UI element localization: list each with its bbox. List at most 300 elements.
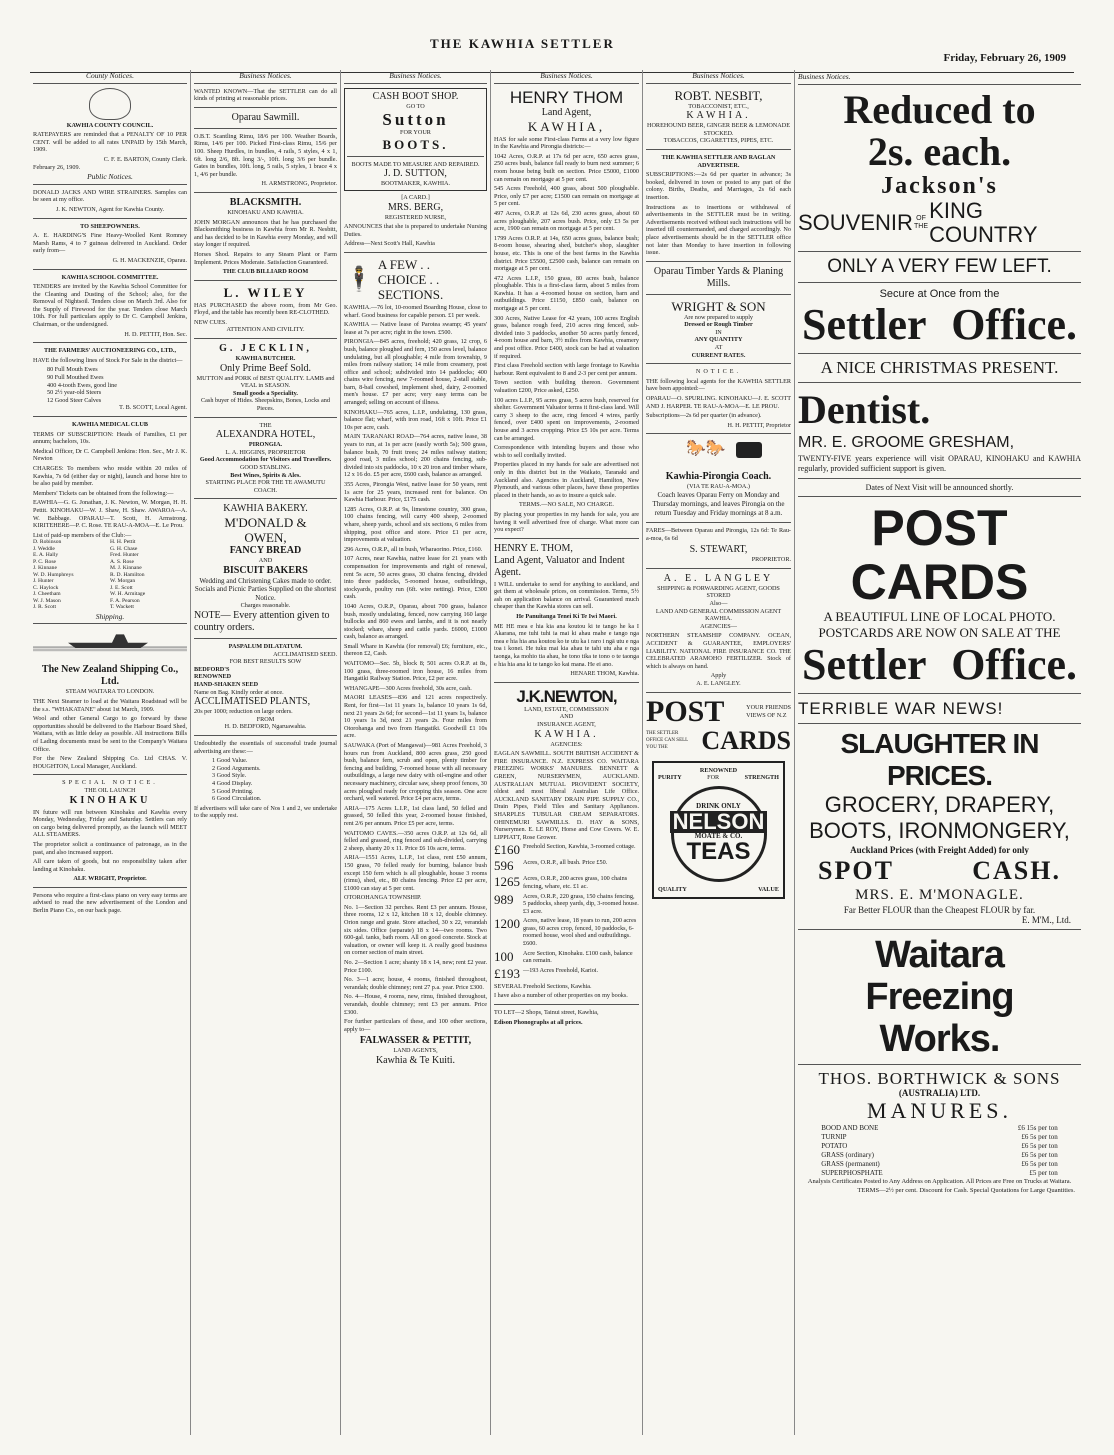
listing-item: First class Freehold section with large frontage to Kawhia harbour. Rent equivalent to 8 and 2-3 per cent per annum.: [494, 362, 639, 377]
steam-notice: THE Next Steamer to load at the Waitara Roadstead will be the s.s. "WHAKATANE" about 1st March, 1909.: [33, 698, 187, 713]
launch-notice-2: The proprietor solicit a continuance of patronage, as in the past, and also increased support.: [33, 840, 187, 856]
listing-price: £193: [494, 965, 520, 981]
postcards-office: THE SETTLER OFFICE CAN SELL YOU THE: [646, 731, 689, 750]
list-item: W. D. Humphreys: [33, 571, 74, 578]
grocery-line: GROCERY, DRAPERY,: [824, 792, 1055, 817]
falwasser-title: LAND AGENTS,: [393, 1047, 438, 1055]
plants-from: FROM: [256, 715, 275, 723]
rates-notice: RATEPAYERS are reminded that a PENALTY OF 10 PER CENT. will be added to all rates UNPAID by 15th March, 1909.: [33, 131, 187, 154]
card-label: [A CARD.]: [401, 193, 430, 201]
settler-word-2: Settler: [802, 640, 927, 689]
thom-location: KAWHIA,: [527, 118, 606, 134]
het-notice: I WILL undertake to send for anything to auckland, and get them at wholesale prices, on commission. Terms, 5½ ash on application balance on arrival. Guaranteed much cheaper than the Kawhia stores can sell.: [494, 580, 639, 611]
listing-item: [494, 893, 639, 916]
listing-item: ARIA—1551 Acres, L.I.P., 1st class, rent £50 annum, 150 grass, 70 felled ready for burning, balance bush except 150 fern which is all ploughable, house 3 rooms (rimu), shed, etc., 80 chains fencing. Price £2 per acre, £1000 can stay at 5 per cent.: [344, 854, 487, 892]
blacksmith-subtitle: KINOHAKU AND KAWHIA.: [227, 208, 304, 216]
listing-item: 355 Acres, Pirongia West, native lease for 50 years, rent 1s acre for 25 years, increased rent for balance. On Kawhia Harbour. Price, £175 cash.: [344, 481, 487, 504]
tolet-notice: TO LET—2 Shops, Tainui street, Kawhia,: [494, 1009, 599, 1017]
club-tickets: Members' Tickets can be obtained from the following:—: [33, 489, 174, 497]
falwasser-location: Kawhia & Te Kuiti.: [375, 1054, 456, 1066]
coach-title: Kawhia-Pirongia Coach.: [665, 471, 772, 483]
issue-date: Friday, February 26, 1909: [943, 52, 1066, 64]
list-item: 3 Good Style.: [212, 772, 247, 780]
dentist-title: Dentist.: [798, 387, 931, 432]
jacks-signature: J. K. NEWTON, Agent for Kawhia County.: [55, 205, 165, 213]
seed-bedford: BEDFORD'S: [194, 665, 230, 673]
coach-owner: S. STEWART,: [689, 544, 748, 556]
agents-notice-title: NOTICE.: [695, 368, 742, 376]
listing-item: 1285 Acres, O.R.P. at 9s, limestone country, 300 grass, 100 chains fencing, will carry 400 sheep, 2-roomed whare, sheep yards, school and six sections, 6 miles from shipping, post office and store. Price £1 per acre, improvements at valuation.: [344, 505, 487, 544]
listing-item: 296 Acres, O.R.P., all in bush, Wharaorino. Price, £160.: [344, 545, 483, 553]
table-row: [819, 1160, 1060, 1169]
teas-drink-only: DRINK ONLY: [696, 802, 741, 811]
essentials-note: If advertisers will take care of Nos 1 and 2, we undertake to the supply rest.: [194, 804, 337, 820]
shipping-header: Shipping.: [33, 611, 187, 625]
butcher-title: KAWHIA BUTCHER.: [235, 355, 296, 363]
stock-list: [33, 366, 187, 404]
listing-item: KAWHIA.—76 lot, 10-roomed Boarding House, close to wharf. Good business for capable person. £1 per week.: [344, 303, 487, 319]
hotel-proprietor: L. A. HIGGINS, PROPRIETOR: [225, 448, 306, 456]
falwasser-name: FALWASSER & PETTIT,: [359, 1035, 472, 1047]
jkn-agencies-title: AGENCIES:: [550, 740, 583, 748]
steamship-icon: [33, 628, 187, 662]
list-item: W. H. Armitage: [110, 591, 146, 598]
hotel-coach: STARTING PLACE FOR THE TE AWAMUTU COACH.: [205, 479, 326, 494]
public-notices-header: Public Notices.: [33, 171, 187, 185]
postcards-post: POST: [646, 694, 725, 728]
teas-value: VALUE: [758, 885, 779, 893]
manure-price: £6 5s per ton: [1021, 1133, 1058, 1141]
sections-listings: [344, 304, 487, 1016]
timber-quantity: ANY QUANTITY: [694, 336, 743, 344]
manure-price: £6 15s per ton: [1017, 1124, 1058, 1132]
plants-title: ACCLIMATISED PLANTS,: [194, 696, 311, 708]
edison-notice: Edison Phonographs at all prices.: [494, 1018, 583, 1026]
postcards-line-1: A BEAUTIFUL LINE OF LOCAL PHOTO.: [823, 609, 1056, 624]
langley-agencies: NORTHERN STEAMSHIP COMPANY. OCEAN, ACCIDENT & GUARANTEE, EMPLOYERS' LIABILITY. NATIONAL FIRE INSURANCE CO. THE CELEBRATED ARAMOHO FERTILIZER. Stock of which is always on hand.: [646, 632, 791, 670]
sheepowners-title: TO SHEEPOWNERS.: [80, 222, 140, 230]
teas-logo: [671, 786, 767, 882]
hotel-wines: Best Wines, Spirits & Ales.: [230, 471, 301, 479]
seed-best: FOR BEST RESULTS SOW: [229, 658, 302, 666]
listing-item: No. 2—Section 1 acre; shanty 18 x 14, new; rent £2 year. Price £100.: [344, 959, 487, 974]
essentials-list: [194, 757, 337, 803]
bakery-charges: Charges reasonable.: [240, 602, 291, 610]
list-item: C. Haylock: [33, 584, 59, 591]
club-terms: TERMS OF SUBSCRIPTION: Heads of Families, £1 per annum; bachelors, 10s.: [33, 430, 187, 446]
coach-subtitle: (VIA TE RAU-A-MOA.): [687, 483, 750, 491]
sections-further: For further particulars of these, and 100 other sections, apply to—: [344, 1018, 487, 1033]
hotel-location: PIRONGIA.: [248, 441, 283, 449]
bakery-and: AND: [258, 557, 273, 565]
teas-nelson: NELSON: [670, 811, 768, 833]
list-item: 12 Good Steer Calves: [47, 396, 102, 404]
manures-title: MANURES.: [866, 1098, 1013, 1123]
langley-also: Also—: [709, 599, 728, 607]
school-title: KAWHIA SCHOOL COMMITTEE.: [61, 273, 159, 281]
hotel-name: ALEXANDRA HOTEL,: [215, 429, 316, 441]
thom-placing: By placing your properties in my hands for sale, you are having it well advertised free of charge. What more can you expect?: [494, 510, 639, 534]
listing-item: 545 Acres Freehold, 400 grass, about 500 ploughable. Price, only £7 per acre; £1500 can remain on mortgage at 5 per cent.: [494, 185, 639, 208]
school-notice: TENDERS are invited by the Kawhia School Committee for the Cleaning and Dusting of the School; also, for the Removal of Nightsoil. Tenders close on March 3rd. Also for the Supply of Firewood for the year. Tenders close March 10th. For full particulars apply to Dr C. Campbell Jenkins, Chairman, or the undersigned.: [33, 283, 187, 329]
list-item: 90 Full Mouthed Ewes: [47, 374, 104, 382]
manure-name: POTATO: [821, 1142, 848, 1150]
jkn-agencies: EAGLAN SAWMILL. SOUTH BRITISH ACCIDENT & FIRE INSURANCE. N.Z. EXPRESS CO. WAITARA FREEZING WORKS' MANURES. BENNETT & GREEN, NURSERYMEN, AUCKLAND. AUSTRALIAN MUTUAL PROVIDENT SOCIETY, oldest and most liberal Australian Life Office. AUCKLAND SANITARY DRAIN PIPE SUPPLY CO., Drain Pipes, Field Tiles and Sanitary Appliances. SHARPLES TUBULAR CREAM SEPARATORS. OHINEMURI SAWMILLS. D. HAY & SONS, Nurserymen. E. LE ROY, Horse and Cow Covers. W. E. LIPPIATT, Rose Grower.: [494, 750, 639, 841]
listing-item: SAUWAKA (Port of Mangawai)—981 Acres Freehold, 3 hours run from Auckland, 800 acres grass, 250 good bush, balance fern, scrub and open, plenty timber for fencing and building, 7-roomed house with all necessary outbuildings, a large new dairy with oil-engine and other necessary machinery, circular saw, sheep proof fences, 30 acres ploughed ready for cropping this season. One acre orchard, well watered. Price £4 per acre, terms.: [344, 742, 487, 803]
column-header: Business Notices.: [344, 70, 487, 84]
settler-word: Settler: [802, 300, 927, 349]
cashboot-bootmaker: BOOTMAKER, KAWHIA.: [380, 180, 451, 188]
school-signature: H. D. PETTIT, Hon. Sec.: [124, 330, 187, 338]
plants-signature: H. D. BEDFORD, Ngaruawahia.: [224, 723, 307, 731]
souvenir-kingcountry: KING COUNTRY: [929, 198, 1038, 247]
column-county-notices: [30, 70, 190, 1435]
listing-price: 100: [494, 948, 514, 964]
list-item: R. D. Hamilton: [110, 571, 145, 578]
agents-list: OPARAU—O. SPURLING. KINOHAKU—J. E. SCOTT AND J. HARPER. TE RAU-A-MOA—E. LE PROU.: [646, 395, 791, 410]
office-word-2: Office.: [951, 640, 1077, 689]
column-business-notices-5: [794, 70, 1084, 1435]
column-business-notices-2: [340, 70, 490, 1435]
hotel-stabling: GOOD STABLING.: [239, 464, 292, 471]
rams-notice: A. E. HARDING'S Fine Heavy-Woolled Kent Romney Marsh Rams, 4 to 7 guineas delivered in Auckland. Order early from—: [33, 232, 187, 255]
listing-text: Acres, O.R.P., all bush. Price £50.: [523, 859, 608, 867]
rates-signature: C. F. E. BARTON, County Clerk.: [103, 155, 187, 163]
langley-signature: A. E. LANGLEY.: [696, 679, 741, 687]
listing-price: 1265: [494, 874, 520, 890]
rates-date: February 26, 1909.: [33, 163, 81, 171]
listing-text: Acres, O.R.P., 220 grass, 150 chains fencing, 5 paddocks, sheep yards, dip, 3-roomed house. £3 acre.: [523, 892, 639, 915]
listing-text: Acre Section, Kinohaku. £100 cash, balance can remain.: [523, 949, 633, 965]
list-item: Fred. Hunter: [110, 552, 139, 559]
listing-item: 1040 Acres, O.R.P., Oparau, about 700 grass, balance bush, mostly undulating, fenced, now carrying 160 large bullocks and 860 ewes and lambs, and it is not nearly stocked; whare, sheep and cattle yards. £6000, £1000 cash, balance as arranged.: [344, 602, 487, 641]
special-notice: SPECIAL NOTICE.: [62, 779, 158, 787]
seed-handshaken: HAND-SHAKEN SEED: [194, 681, 259, 689]
list-item: J. E. Scott: [110, 584, 133, 591]
manure-name: TURNIP: [821, 1133, 847, 1141]
souvenir-of-the: OF THE: [914, 215, 929, 230]
cashboot-goto: GO TO: [406, 102, 425, 110]
timber-rates: CURRENT RATES.: [691, 351, 746, 359]
listing-item: [494, 859, 639, 873]
club-title: KAWHIA MEDICAL CLUB: [72, 421, 148, 428]
manure-name: GRASS (ordinary): [821, 1151, 874, 1159]
listing-item: [494, 875, 639, 890]
jkn-name: J.K.NEWTON,: [516, 686, 617, 706]
club-list-title: List of paid-up members of the Club:—: [33, 531, 132, 539]
langley-shipping: SHIPPING & FORWARDING AGENT, GOODS STORED: [657, 584, 780, 600]
blacksmith-notice: JOHN MORGAN announces that he has purchased the Blacksmithing business in Kawhia from Mr R. Nesbitt, and has decided to be in Kawhia every Monday, and will stay longer if required.: [194, 218, 337, 249]
list-item: 1 Good Value.: [212, 757, 248, 765]
listing-price: 989: [494, 891, 514, 907]
jacks-notice: DONALD JACKS AND WIRE STRAINERS. Samples can be seen at my office.: [33, 188, 187, 204]
listing-item: PIRONGIA—845 acres, freehold; 420 grass, 12 crop, 6 bush, balance ploughed and fern, 150 acres level, balance undulating, but all ploughable; 4 mile from township, 9 miles from railway station; 14 mile from creamery, post office and school; subdivided into 14 paddocks; 400 chains wire fencing, new 7-roomed house, 2-stall stable, barn, 8-bail cowshed, implement shed, dairy, 2-roomed men's house. £7 per acre; very easy terms can be arranged; selling on account of illness.: [344, 338, 487, 407]
list-item: 2 Good Arguments.: [212, 764, 261, 772]
listing-item: Town section with building thereon. Government valuation £200, Price asked, £250.: [494, 379, 639, 394]
list-item: A. S. Rose: [110, 558, 134, 565]
teas-for: FOR: [707, 774, 720, 782]
berg-notice: ANNOUNCES that she is prepared to undertake Nursing Duties.: [344, 223, 487, 238]
listing-item: [494, 950, 639, 965]
teas-teas: TEAS: [686, 838, 751, 866]
jkn-insurance: INSURANCE AGENT,: [537, 721, 596, 728]
manure-price: £6 5s per ton: [1021, 1151, 1058, 1159]
nesbit-tobaccos: TOBACCOS, CIGARETTES, PIPES, ETC.: [663, 137, 774, 145]
listing-item: 1799 Acres O.R.P. at 14s, 650 acres grass, balance bush; 8-room house, shearing shed, butcher's shop, slaughter house, etc. This is one of the best farms in the Kawhia district. Price £5500, £2500 cash, balance can remain on mortgage at 5 per cent.: [494, 234, 639, 273]
list-item: F. A. Pearson: [110, 597, 140, 604]
table-row: [819, 1151, 1060, 1160]
jkn-numbers: I have also a number of other properties on my books.: [494, 992, 628, 1000]
listing-price: £160: [494, 842, 520, 858]
list-item: 4 Good Display.: [212, 779, 253, 787]
horse-coach-icon: [646, 438, 791, 468]
bakery-title: KAWHIA BAKERY.: [223, 503, 308, 515]
listing-item: 1042 Acres, O.R.P. at 17s 6d per acre, 650 acres grass, 250 acres bush, balance fall ready to burn next summer; 6 room house being built on section. Price £5000, £1000 can remain on mortgage at 5 per cent.: [494, 152, 639, 183]
pointing-man-icon: 🕴: [344, 264, 374, 293]
list-item: 5 Good Printing.: [212, 787, 254, 795]
farmers-signature: T. B. SCOTT, Local Agent.: [119, 404, 187, 412]
table-row: [819, 1133, 1060, 1142]
wiley-notice: HAS PURCHASED the above room, from Mr Geo. Floyd, and the table has recently been RE-CLOTHED.: [194, 301, 337, 317]
dentist-name: MR. E. GROOME GRESHAM,: [798, 434, 1015, 451]
list-item: M. J. Kinnane: [110, 565, 142, 572]
club-officer: Medical Officer, Dr C. Campbell Jenkins: Hon. Sec., Mr J. K. Newton: [33, 447, 187, 463]
cashboot-sutton: Sutton: [382, 110, 449, 130]
list-item: J. Kinnane: [33, 565, 57, 572]
listing-text: Acres, O.R.P., 200 acres grass, 100 chains fencing, whare, etc. £1 ac.: [523, 875, 628, 890]
club-members: [33, 539, 187, 611]
timber-in: IN: [715, 328, 722, 336]
sawmill-prices: O.B.T. Scantling Rimu, 18/6 per 100. Weather Boards, Rimu, 14/6 per 100. Picked First-class Rimu, 15/6 per 100. Sheep Hurdles, in bundles, 4 rails, 5 styles, 4 x 1, 6ft. long 2/6, 8ft. long 3/-, 10ft. long 3/6 per bundle. Gates in bundles, 10ft. long, 5 rails, 5 styles, 1 brace 4 x 1, 4/6 per bundle.: [194, 132, 337, 178]
war-news: TERRIBLE WAR NEWS!: [798, 699, 1004, 718]
bakery-cakes: Wedding and Christening Cakes made to order. Socials and Picnic Parties Supplied on the shortest Notice.: [194, 576, 337, 602]
auckland-line: Auckland Prices (with Freight Added) for only: [850, 845, 1029, 855]
nelson-teas-ad: [652, 761, 785, 900]
piano-notice: Persons who require a first-class piano on very easy terms are advised to read the new advertisement of the London and Berlin Piano Co., on our back page.: [33, 891, 187, 915]
manures-analysis: Analysis Certificates Posted to Any Address on Application. All Prices are Free on Trucks at Waitara.: [807, 1178, 1072, 1185]
listing-item: No. 4—House, 4 rooms, new, rimu, finished throughout, verandah, double chimney; rent £3 per annum. Price £300.: [344, 993, 487, 1016]
steam-signature: For the New Zealand Shipping Co. Ltd CHAS. V. HOUGHTON, Local Manager, Auckland.: [33, 755, 187, 770]
agents-notice: THE following local agents for the KAWHIA SETTLER have been appointed:—: [646, 377, 791, 393]
listing-item: 107 Acres, near Kawhia, native lease for 21 years with compensation for improvements and right of renewal, rent 5s acre, 50 acres grass, 30 chains fencing, divided into three paddocks, 5-roomed house, outbuildings, stockyards, poultry run (6ft. wire netting). Price, £300 cash.: [344, 555, 487, 601]
coach-schedule: Coach leaves Oparau Ferry on Monday and Thursday mornings, and leaves Pirongia on the return Tuesday and Friday mornings at 8 a.m.: [652, 491, 785, 517]
list-item: J. Hunter: [33, 578, 54, 585]
jackson-title: Jackson's: [881, 173, 998, 199]
timber-at: AT: [714, 344, 723, 352]
listing-item: WAITOMO CAVES.—350 acres O.R.P. at 12s 6d, all felled and grassed, ring fenced and sub-divided, carrying 2 sheep, shanty 20 x 11. Price £6 10s acre, terms.: [344, 829, 487, 852]
column-business-notices-4: [642, 70, 794, 1435]
club-charges: CHARGES: To members who reside within 20 miles of Kawhia, 7s 6d (either day or night), launch and horse hire to be also paid by member.: [33, 464, 187, 488]
nesbit-location: KAWHIA.: [686, 110, 751, 122]
steam-title: STEAM WAITARA TO LONDON.: [65, 688, 155, 696]
flour-line: Far Better FLOUR than the Cheapest FLOUR by far.: [843, 905, 1036, 915]
jkn-subtitle: LAND, ESTATE, COMMISSION: [524, 705, 609, 713]
mutton-line: MUTTON and PORK of BEST QUALITY. LAMB and VEAL in SEASON.: [196, 374, 335, 390]
teas-moate: MOATE & CO.: [694, 831, 743, 840]
manure-price: £5 per ton: [1029, 1169, 1058, 1177]
listing-item: ARIA—175 Acres L.I.P., 1st class land, 50 felled and grassed, 50 felled this year, 2-roomed house finished, rent 2/6 per annum. Price £5 per acre, terms.: [344, 804, 487, 827]
billiard-title: THE CLUB BILLIARD ROOM: [222, 268, 309, 276]
thom-properties: Properties placed in my hands for sale are advertised not only in this district but in the Waikato, Taranaki and Auckland also. Agencies in Auckland, Hamilton, New Plymouth, and various other places, have these properties placed in their hands, so as to insure a quick sale.: [494, 461, 639, 499]
nesbit-title: TOBACCONIST, ETC.,: [688, 102, 749, 110]
list-item: T. Wackett: [110, 604, 134, 611]
essentials-intro: Undoubtedly the essentials of successful trade journal advertising are these:—: [194, 740, 337, 755]
table-row: [819, 1124, 1060, 1133]
list-item: W. J. Mason: [33, 597, 61, 604]
council-title: KAWHIA COUNTY COUNCIL.: [66, 121, 154, 129]
blacksmith-title: BLACKSMITH.: [229, 196, 302, 208]
bakery-fancy: FANCY BREAD: [229, 545, 302, 557]
few-left-line: ONLY A VERY FEW LEFT.: [827, 256, 1052, 277]
office-word: Office.: [951, 300, 1077, 349]
sections-line-1: A FEW . .: [377, 256, 431, 272]
list-item: 50 2½ year-old Steers: [47, 389, 102, 397]
listing-item: OTOROHANGA TOWNSHIP.: [344, 894, 422, 902]
manure-name: SUPERPHOSPHATE: [821, 1169, 883, 1177]
manure-name: BOOD AND BONE: [821, 1124, 879, 1132]
listing-item: No. 1—Section 32 perches. Rent £3 per annum. House, three rooms, 12 x 12, kitchen 18 x 12, double chimney. Orion range and grate. Store attached, 30 x 22, verandah six sides. Office (separate) 18 x 14—two rooms. Two 600-gal. tanks, bath room. All on good concrete. Stock at valuation, or owner will keep it. A really good business on corner section of main street.: [344, 903, 487, 957]
listing-item: Small Whare in Kawhia (for removal) £6; furniture, etc., thereon £2, Cash.: [344, 642, 487, 658]
column-business-notices-1: [190, 70, 340, 1435]
list-item: 400 4-tooth Ewes, good line: [47, 381, 117, 389]
teas-quality: QUALITY: [658, 885, 687, 893]
reduced-line: Reduced to: [843, 87, 1036, 132]
manures-table: [819, 1124, 1060, 1178]
launch-name: KINOHAKU: [69, 794, 151, 806]
postcards-title: POST CARDS: [850, 500, 1029, 610]
sections-line-2: CHOICE . .: [377, 271, 440, 287]
coach-owner-title: PROPRIETOR.: [751, 556, 791, 564]
jkn-several: SEVERAL Freehold Sections, Kawhia.: [494, 982, 592, 990]
listing-item: [494, 917, 639, 947]
list-item: H. H. Pettit: [110, 539, 136, 546]
manures-terms: TERMS—2½ per cent. Discount for Cash. Special Quotations for Large Quantities.: [857, 1187, 1075, 1194]
list-item: E. A. Hally: [33, 552, 59, 559]
listing-item: [494, 967, 639, 981]
wiley-name: L. WILEY: [223, 284, 308, 300]
thom-terms: TERMS.—NO SALE, NO CHARGE.: [519, 501, 614, 509]
jecklin-name: G. JECKLIN,: [219, 343, 312, 355]
listing-item: KAWHIA — Native lease of Parotea swamp; 45 years' lease at 7s per acre; right in the town. £500.: [344, 321, 487, 336]
bakery-note: NOTE— Every attention given to country orders.: [194, 610, 330, 634]
coat-of-arms-icon: [89, 88, 131, 120]
beef-line: Only Prime Beef Sold.: [219, 362, 312, 374]
listing-item: 472 Acres L.I.P., 150 grass, 80 acres bush, balance ploughable. This is a first-class farm, about 5 miles from Kawhia. It has a 4-roomed house on section, barn and outbuildings. Price £1150, £850 cash, balance on mortgage at 5 per cent.: [494, 274, 639, 313]
launch-notice: IN future will run between Kinohaku and Kawhia every Monday, Wednesday, Friday and Saturday. Settlers can rely on cargo being delivered promptly, as the launch will MEET ALL STEAMERS.: [33, 808, 187, 839]
secure-line: Secure at Once from the: [879, 288, 1000, 300]
nesbit-beer: HOREHOUND BEER, GINGER BEER & LEMONADE STOCKED.: [647, 122, 790, 137]
hotel-the: THE: [259, 421, 272, 429]
hotel-accommodation: Good Accommodation for Visitors and Travellers.: [199, 456, 332, 464]
list-item: 6 Good Circulation.: [212, 795, 262, 803]
teas-renowned: RENOWNED: [699, 766, 738, 774]
wanted-notice: WANTED KNOWN—That the SETTLER can do all kinds of printing at reasonable prices.: [194, 87, 337, 103]
table-row: [819, 1169, 1060, 1178]
listing-item: KINOHAKU—765 acres, L.I.P., undulating, 130 grass, balance flat; wharf, with iron road, 16ft x 10ft. Price £1 10s per acre, cash.: [344, 408, 487, 431]
plants-price: 20s per 1000; reduction on large orders.: [194, 708, 293, 716]
monagle-name: MRS. E. M'MONAGLE.: [855, 887, 1024, 903]
listing-item: WAITOMO—Sec. 5b, block 8; 501 acres O.R.P. at 8s, 100 grass, three-roomed iron house, 16 miles from Hangatiki Railway Station. Price, £2 per acre.: [344, 660, 487, 683]
het-title: Land Agent, Valuator and Indent Agent.: [494, 554, 625, 578]
thom-name: HENRY THOM: [509, 87, 624, 107]
dentist-notice: TWENTY-FIVE years experience will visit OPARAU, KINOHAKU and KAWHIA regularly, provided sufficient support is given.: [798, 454, 1081, 473]
dentist-dates: Dates of Next Visit will be announced shortly.: [865, 483, 1014, 492]
blacksmith-notice-2: Horses Shod. Repairs to any Steam Plant or Farm Implement. Prices Moderate. Satisfaction Guaranteed.: [194, 250, 337, 266]
column-header: Business Notices.: [494, 70, 639, 84]
list-item: G. H. Chase: [110, 545, 138, 552]
listing-text: Acres, native lease, 18 years to run, 200 acres grass, 60 acres crop, fenced, 10 paddocks, 6-roomed house, wool shed and outbuildings. £600.: [523, 917, 637, 948]
bakery-owner-1: M'DONALD &: [224, 515, 307, 531]
newspaper-title: THE KAWHIA SETTLER: [430, 36, 615, 51]
civility-line: ATTENTION AND CIVILITY.: [226, 326, 305, 334]
cashboot-foryour: FOR YOUR: [400, 129, 431, 137]
list-item: D. Robinson: [33, 539, 62, 546]
agents-signature: H. H. PETTIT, Proprietor: [727, 421, 791, 429]
list-item: J. Cheetham: [33, 591, 61, 598]
seed-name-bag: Name on Bag. Kindly order at once.: [194, 688, 284, 696]
jkn-listings: [494, 843, 639, 981]
jkn-and: AND: [559, 713, 574, 721]
list-item: J. R. Scott: [33, 604, 57, 611]
shipping-company: The New Zealand Shipping Co., Ltd.: [41, 664, 179, 688]
club-agents: EAWHIA—G. G. Jonathan, J. K. Newton, W. Morgan, H. H. Pettit. KINOHAKU—W. J. Shaw, H. Shaw. AWAROA—A. W. Babbage. OPARAU—T. Scott, H. Armstrong. KIRITEHERE—P. C. Rose. TE RAU-A-MOA—E. Le Prou.: [33, 499, 187, 530]
postcards-ad: [646, 694, 791, 728]
works-title: Works.: [879, 1018, 1000, 1060]
manure-price: £6 5s per ton: [1021, 1160, 1058, 1168]
thom-title: Land Agent,: [541, 106, 592, 118]
maori-title: He Panuitanga Tenei Ki Te Iwi Maori.: [516, 613, 617, 621]
listing-item: 300 Acres, Native Lease for 42 years, 100 acres English grass, balance rough feed, 210 acres ring fenced, sub-divided into 3 paddocks, another 50 acres partly fenced, 4-room house and barn, 3½ miles from Kawhia, creamery and post office. Price £400, stock can be had at valuation if required.: [494, 314, 639, 360]
listing-item: [494, 843, 639, 857]
rams-signature: G. H. MACKENZIE, Oparau.: [112, 256, 187, 264]
agents-subscriptions: Subscriptions—2s 6d per quarter (in advance).: [646, 412, 762, 420]
postcards-friends: YOUR FRIENDS: [746, 703, 791, 711]
listing-price: 596: [494, 858, 514, 874]
borthwick-name: THOS. BORTHWICK & SONS: [818, 1069, 1061, 1088]
list-item: J. Weddle: [33, 545, 55, 552]
paspalum-subtitle: ACCLIMATISED SEED.: [273, 650, 337, 658]
farmers-notice: HAVE the following lines of Stock For Sale in the district—: [33, 356, 183, 364]
listing-text: Freehold Section, Kawhia, 3-roomed cottage.: [523, 843, 636, 851]
seed-renowned: RENOWNED: [194, 673, 232, 681]
paspalum-title: PASPALUM DILATATUM.: [228, 643, 303, 651]
langley-apply: Apply: [710, 672, 727, 680]
manure-name: GRASS (permanent): [821, 1160, 880, 1168]
bakery-owner-2: OWEN,: [244, 530, 287, 546]
postcards-views: VIEWS OF N.Z: [746, 711, 787, 719]
boots-line: BOOTS, IRONMONGERY,: [809, 818, 1070, 843]
cashboot-boots: BOOTS.: [382, 136, 449, 152]
langley-agencies-title: AGENCIES—: [700, 622, 737, 630]
launch-signature: ALF. WRIGHT, Proprietor.: [73, 875, 147, 883]
reduced-price: 2s. each.: [867, 129, 1012, 174]
cues-line: NEW CUES.: [194, 318, 227, 326]
masthead: [0, 0, 1114, 64]
cashboot-name: J. D. SUTTON,: [384, 168, 447, 180]
postcards-cards: CARDS: [701, 725, 791, 755]
column-header: County Notices.: [33, 70, 187, 84]
listing-price: 1200: [494, 916, 520, 932]
slaughter-title: SLAUGHTER IN PRICES.: [840, 728, 1039, 791]
postcards-line-2: POSTCARDS ARE NOW ON SALE AT THE: [818, 625, 1061, 640]
coach-fares: FARES—Between Oparau and Pirongia, 12s 6d: Te Rau-a-moa, 6s 6d: [646, 527, 791, 542]
timber-prepared: Are now prepared to supply: [683, 313, 754, 321]
berg-name: MRS. BERG,: [387, 201, 444, 213]
manure-price: £6 5s per ton: [1021, 1142, 1058, 1150]
launch-title: THE OIL LAUNCH: [84, 786, 136, 794]
table-row: [819, 1142, 1060, 1151]
christmas-line: A NICE CHRISTMAS PRESENT.: [820, 358, 1059, 377]
